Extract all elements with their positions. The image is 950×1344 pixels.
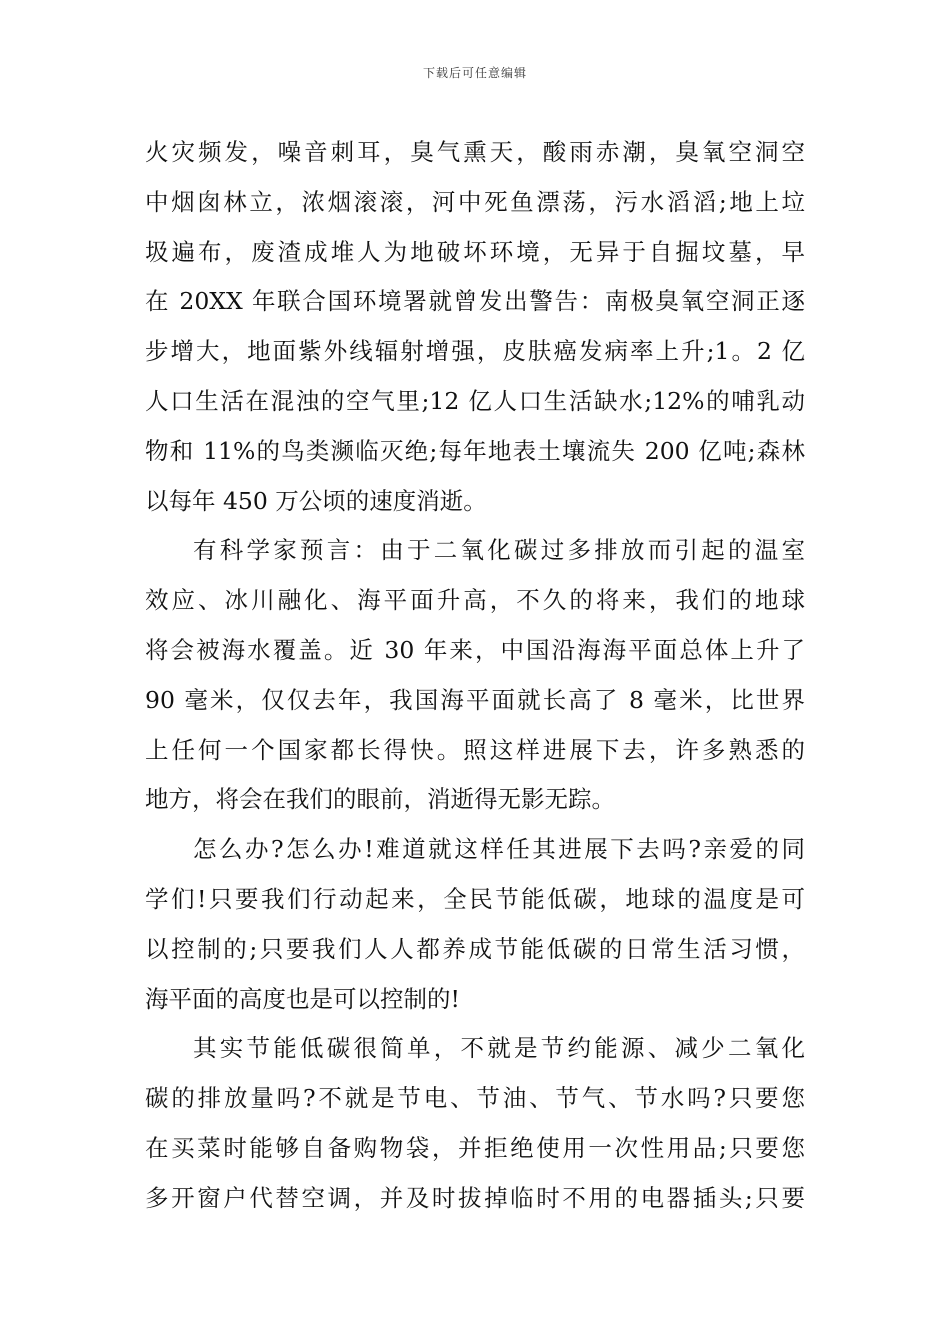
text-line: 海平面的高度也是可以控制的! — [145, 984, 460, 1013]
text-line: 多开窗户代替空调，并及时拔掉临时不用的电器插头;只要 — [145, 1183, 805, 1212]
text-line: 将会被海水覆盖。近 30 年来，中国沿海海平面总体上升了 — [145, 635, 805, 664]
text-line: 怎么办?怎么办!难道就这样任其进展下去吗?亲爱的同 — [193, 835, 805, 864]
text-line: 在买菜时能够自备购物袋，并拒绝使用一次性用品;只要您 — [145, 1133, 805, 1162]
body-text — [145, 128, 805, 1224]
text-line: 其实节能低碳很简单，不就是节约能源、减少二氧化 — [193, 1034, 805, 1063]
text-line: 地方，将会在我们的眼前，消逝得无影无踪。 — [145, 785, 615, 814]
text-line: 学们!只要我们行动起来，全民节能低碳，地球的温度是可 — [145, 884, 805, 913]
text-line: 圾遍布，废渣成堆人为地破坏环境，无异于自掘坟墓，早 — [145, 237, 805, 266]
text-line: 在 20XX 年联合国环境署就曾发出警告：南极臭氧空洞正逐 — [145, 287, 805, 316]
page-header: 下载后可任意编辑 — [422, 66, 527, 80]
text-line: 90 毫米，仅仅去年，我国海平面就长高了 8 毫米，比世界 — [145, 685, 805, 714]
text-line: 人口生活在混浊的空气里;12 亿人口生活缺水;12%的哺乳动 — [145, 386, 805, 415]
text-line: 上任何一个国家都长得快。照这样进展下去，许多熟悉的 — [145, 735, 805, 764]
text-line: 碳的排放量吗?不就是节电、节油、节气、节水吗?只要您 — [145, 1084, 805, 1113]
text-line: 中烟囱林立，浓烟滚滚，河中死鱼漂荡，污水滔滔;地上垃 — [145, 187, 805, 216]
text-line: 效应、冰川融化、海平面升高，不久的将来，我们的地球 — [145, 586, 805, 615]
text-line: 以每年 450 万公顷的速度消逝。 — [145, 486, 487, 515]
text-line: 步增大，地面紫外线辐射增强，皮肤癌发病率上升;1。2 亿 — [145, 337, 805, 366]
text-line: 火灾频发，噪音刺耳，臭气熏天，酸雨赤潮，臭氧空洞空 — [145, 138, 805, 166]
text-line: 物和 11%的鸟类濒临灭绝;每年地表土壤流失 200 亿吨;森林 — [145, 436, 805, 465]
text-line: 有科学家预言：由于二氧化碳过多排放而引起的温室 — [193, 536, 805, 565]
text-line: 以控制的;只要我们人人都养成节能低碳的日常生活习惯， — [145, 934, 805, 963]
